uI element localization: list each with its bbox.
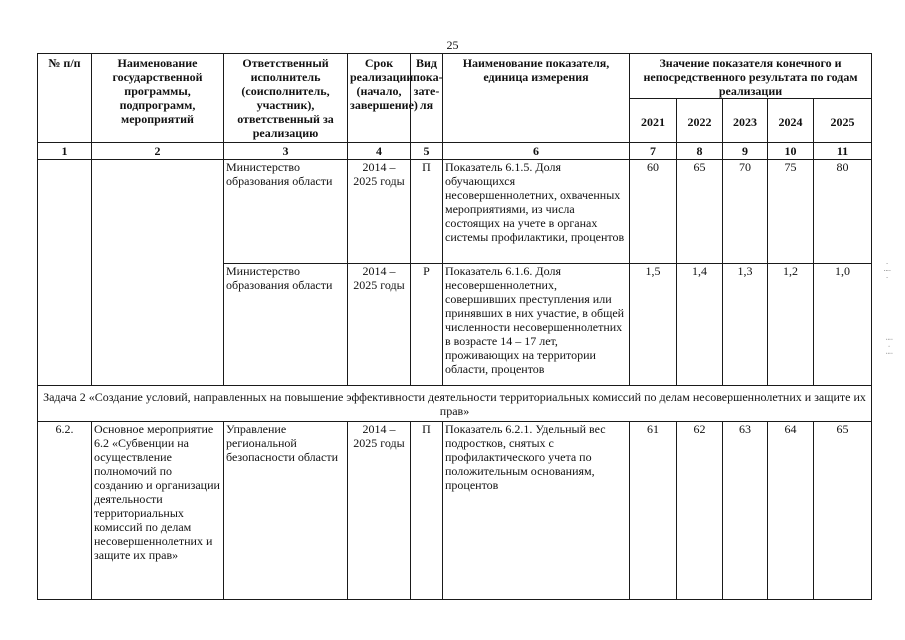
column-number: 1: [38, 143, 92, 160]
column-numbers-row: [38, 143, 872, 160]
row-indicator: Показатель 6.1.5. Доля обучающихся несовершеннолетних, охваченных мероприятиями, из числа состоящих на учете в органах системы профилактики, процентов: [443, 160, 630, 264]
row-value: 1,0: [814, 264, 872, 386]
row-type: П: [411, 422, 443, 600]
row-value: 64: [768, 422, 814, 600]
header-num: № п/п: [38, 54, 92, 143]
row-name: [92, 160, 224, 386]
row-type: Р: [411, 264, 443, 386]
row-period: 2014 – 2025 годы: [348, 422, 411, 600]
header-executor: Ответственный исполнитель (соисполнитель, участник), ответственный за реализацию: [224, 54, 348, 143]
column-number: 4: [348, 143, 411, 160]
column-number: 3: [224, 143, 348, 160]
column-number: 2: [92, 143, 224, 160]
column-number: 9: [723, 143, 768, 160]
row-value: 80: [814, 160, 872, 264]
table-row: [38, 422, 872, 600]
row-value: 61: [630, 422, 677, 600]
row-value: 1,3: [723, 264, 768, 386]
row-value: 1,4: [677, 264, 723, 386]
header-year: 2025: [814, 99, 872, 143]
column-number: 5: [411, 143, 443, 160]
row-value: 63: [723, 422, 768, 600]
row-value: 62: [677, 422, 723, 600]
row-period: 2014 – 2025 годы: [348, 160, 411, 264]
header-row: [38, 54, 872, 99]
row-value: 1,2: [768, 264, 814, 386]
row-indicator: Показатель 6.2.1. Удельный вес подростков, снятых с профилактического учета по положительным основаниям, процентов: [443, 422, 630, 600]
task-row: [38, 386, 872, 422]
scan-artifact: ⁞ · ⁞: [884, 338, 894, 356]
header-year: 2023: [723, 99, 768, 143]
header-type: Вид пока-зате-ля: [411, 54, 443, 143]
row-indicator: Показатель 6.1.6. Доля несовершеннолетних, совершивших преступления или принявших в них участие, в общей численности несовершеннолетних в возрасте 14 – 17 лет, проживающих на территории области, процентов: [443, 264, 630, 386]
row-executor: Министерство образования области: [224, 264, 348, 386]
table-row: [38, 160, 872, 264]
header-year: 2022: [677, 99, 723, 143]
row-value: 65: [677, 160, 723, 264]
row-value: 60: [630, 160, 677, 264]
header-indicator: Наименование показателя, единица измерения: [443, 54, 630, 143]
page-number: 25: [446, 38, 459, 52]
header-values: Значение показателя конечного и непосредственного результата по годам реализации: [630, 54, 872, 99]
row-value: 65: [814, 422, 872, 600]
row-executor: Управление региональной безопасности области: [224, 422, 348, 600]
column-number: 10: [768, 143, 814, 160]
row-value: 1,5: [630, 264, 677, 386]
row-name: Основное мероприятие 6.2 «Субвенции на осуществление полномочий по созданию и организации деятельности территориальных комиссий по делам несовершеннолетних и защите их прав»: [92, 422, 224, 600]
row-value: 75: [768, 160, 814, 264]
row-type: П: [411, 160, 443, 264]
header-period: Срок реализации (начало, завершение): [348, 54, 411, 143]
row-num: 6.2.: [38, 422, 92, 600]
column-number: 8: [677, 143, 723, 160]
column-number: 11: [814, 143, 872, 160]
task-heading: Задача 2 «Создание условий, направленных на повышение эффективности деятельности территориальных комиссий по делам несовершеннолетних и защите их прав»: [38, 386, 872, 422]
scan-artifact: · ⁞ ·: [882, 262, 892, 280]
indicators-table: [37, 53, 872, 600]
header-name: Наименование государственной программы, подпрограмм, мероприятий: [92, 54, 224, 143]
column-number: 7: [630, 143, 677, 160]
header-year: 2021: [630, 99, 677, 143]
header-year: 2024: [768, 99, 814, 143]
column-number: 6: [443, 143, 630, 160]
row-executor: Министерство образования области: [224, 160, 348, 264]
row-period: 2014 – 2025 годы: [348, 264, 411, 386]
row-value: 70: [723, 160, 768, 264]
row-num: [38, 160, 92, 386]
